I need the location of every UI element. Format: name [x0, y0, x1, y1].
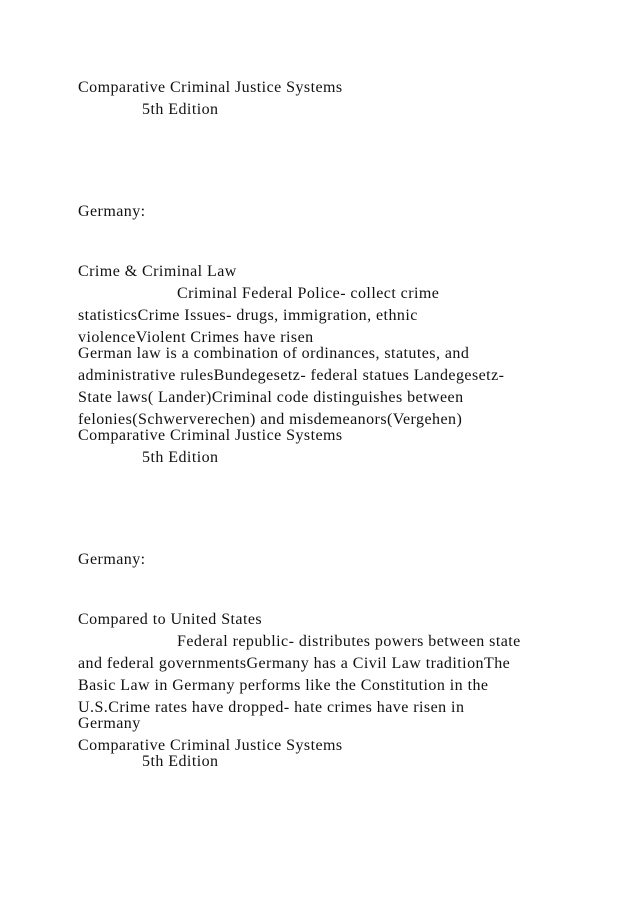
body-line: U.S.Crime rates have dropped- hate crimes have risen in: [78, 699, 465, 716]
slide-title-2: Comparative Criminal Justice Systems: [78, 427, 343, 444]
body-line: Federal republic- distributes powers between state: [177, 633, 521, 650]
body-line: Basic Law in Germany performs like the Constitution in the: [78, 677, 489, 694]
body-line: Criminal Federal Police- collect crime: [177, 285, 440, 302]
body-line: statisticsCrime Issues- drugs, immigration, ethnic: [78, 307, 418, 324]
body-line: felonies(Schwerverechen) and misdemeanors(Vergehen): [78, 411, 463, 428]
section-heading-germany-1: Germany:: [78, 203, 146, 220]
subheading-crime-criminal-law: Crime & Criminal Law: [78, 263, 237, 280]
body-line: administrative rulesBundegesetz- federal statues Landegesetz-: [78, 367, 505, 384]
body-line: State laws( Lander)Criminal code distinguishes between: [78, 389, 464, 406]
section-heading-germany-2: Germany:: [78, 551, 146, 568]
edition-line-1: 5th Edition: [142, 101, 219, 118]
body-line: violenceViolent Crimes have risen: [78, 329, 314, 346]
body-line: German law is a combination of ordinances, statutes, and: [78, 345, 470, 362]
body-line: Germany: [78, 715, 141, 732]
subheading-compared-to-us: Compared to United States: [78, 611, 263, 628]
edition-line-2: 5th Edition: [142, 449, 219, 466]
body-line: and federal governmentsGermany has a Civil Law traditionThe: [78, 655, 511, 672]
slide-title-1: Comparative Criminal Justice Systems: [78, 79, 343, 96]
slide-title-3: Comparative Criminal Justice Systems: [78, 737, 343, 754]
edition-line-3: 5th Edition: [142, 753, 219, 770]
